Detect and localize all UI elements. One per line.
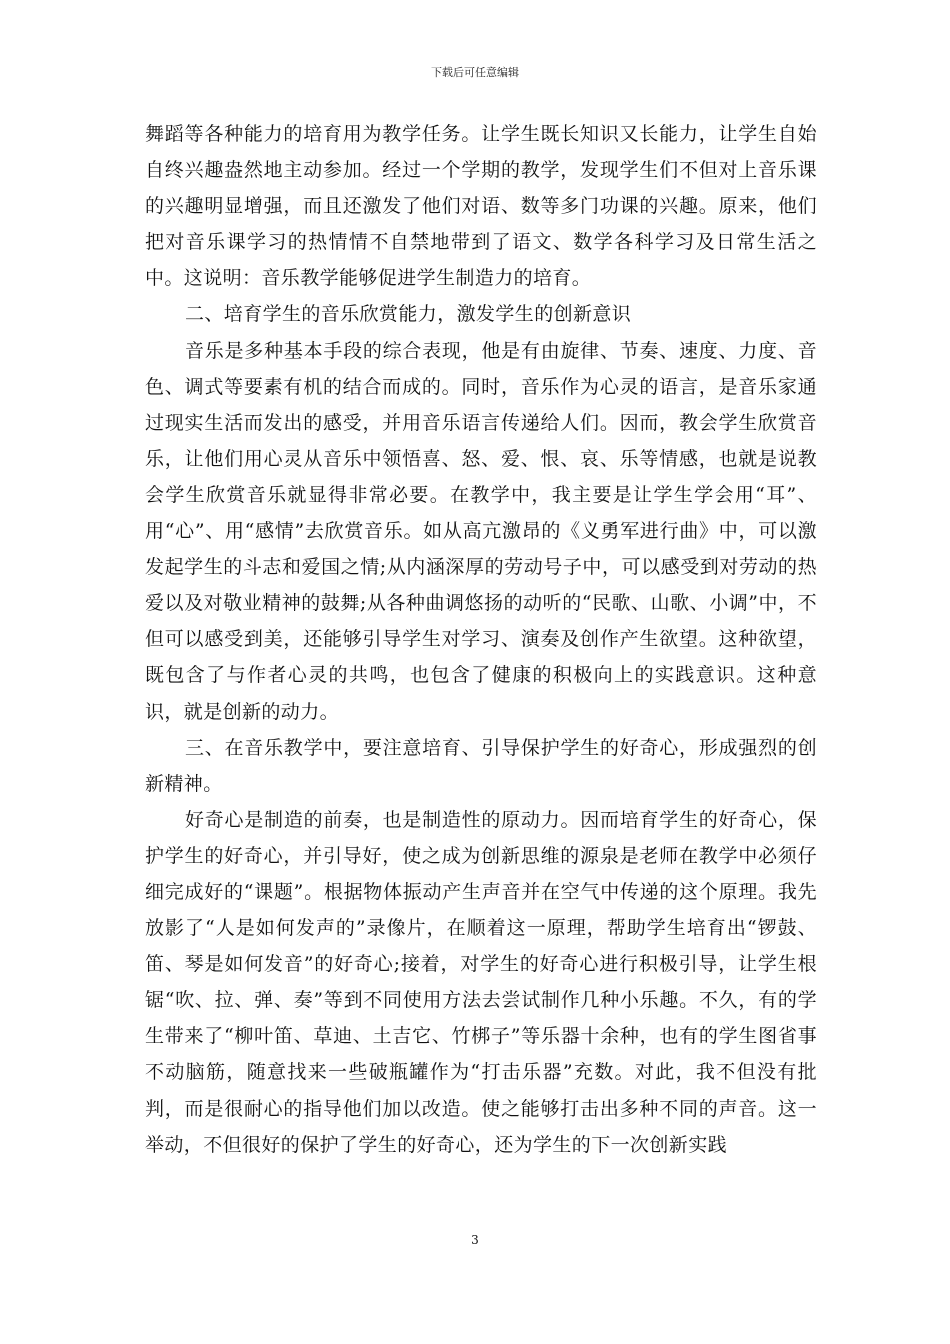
section-heading-2: 二、培育学生的音乐欣赏能力，激发学生的创新意识: [185, 303, 632, 326]
body-text: [145, 116, 817, 1163]
section-heading-3: 三、在音乐教学中，要注意培育、引导保护学生的好奇心，形成强烈的创新精神。: [145, 736, 817, 795]
page-number: 3: [471, 1233, 479, 1247]
paragraph-continuation: 舞蹈等各种能力的培育用为教学任务。让学生既长知识又长能力，让学生自始自终兴趣盎然地主动参加。经过一个学期的教学，发现学生们不但对上音乐课的兴趣明显增强，而且还激发了他们对语、数等多门功课的兴趣。原来，他们把对音乐课学习的热情情不自禁地带到了语文、数学各科学习及日常生活之中。这说明：音乐教学能够促进学生制造力的培育。: [145, 123, 817, 290]
paragraph-curiosity: 好奇心是制造的前奏，也是制造性的原动力。因而培育学生的好奇心，保护学生的好奇心，并引导好，使之成为创新思维的源泉是老师在教学中必须仔细完成好的“课题”。根据物体振动产生声音并在空气中传递的这个原理。我先放影了“人是如何发声的”录像片，在顺着这一原理，帮助学生培育出“锣鼓、笛、琴是如何发音”的好奇心;接着，对学生的好奇心进行积极引导，让学生根锯“吹、拉、弹、奏”等到不同使用方法去尝试制作几种小乐趣。不久，有的学生带来了“柳叶笛、草迪、土吉它、竹梆子”等乐器十余种，也有的学生图省事不动脑筋，随意找来一些破瓶罐作为“打击乐器”充数。对此，我不但没有批判，而是很耐心的指导他们加以改造。使之能够打击出多种不同的声音。这一举动，不但很好的保护了学生的好奇心，还为学生的下一次创新实践: [145, 808, 817, 1156]
page-header: 下载后可任意编辑: [431, 66, 519, 79]
paragraph-music-appreciation: 音乐是多种基本手段的综合表现，他是有由旋律、节奏、速度、力度、音色、调式等要素有机的结合而成的。同时，音乐作为心灵的语言，是音乐家通过现实生活而发出的感受，并用音乐语言传递给人们。因而，教会学生欣赏音乐，让他们用心灵从音乐中领悟喜、怒、爱、恨、哀、乐等情感，也就是说教会学生欣赏音乐就显得非常必要。在教学中，我主要是让学生学会用“耳”、用“心”、用“感情”去欣赏音乐。如从高亢激昂的《义勇军进行曲》中，可以激发起学生的斗志和爱国之情;从内涵深厚的劳动号子中，可以感受到对劳动的热爱以及对敬业精神的鼓舞;从各种曲调悠扬的动听的“民歌、山歌、小调”中，不但可以感受到美，还能够引导学生对学习、演奏及创作产生欲望。这种欲望，既包含了与作者心灵的共鸣，也包含了健康的积极向上的实践意识。这种意识，就是创新的动力。: [145, 339, 817, 723]
